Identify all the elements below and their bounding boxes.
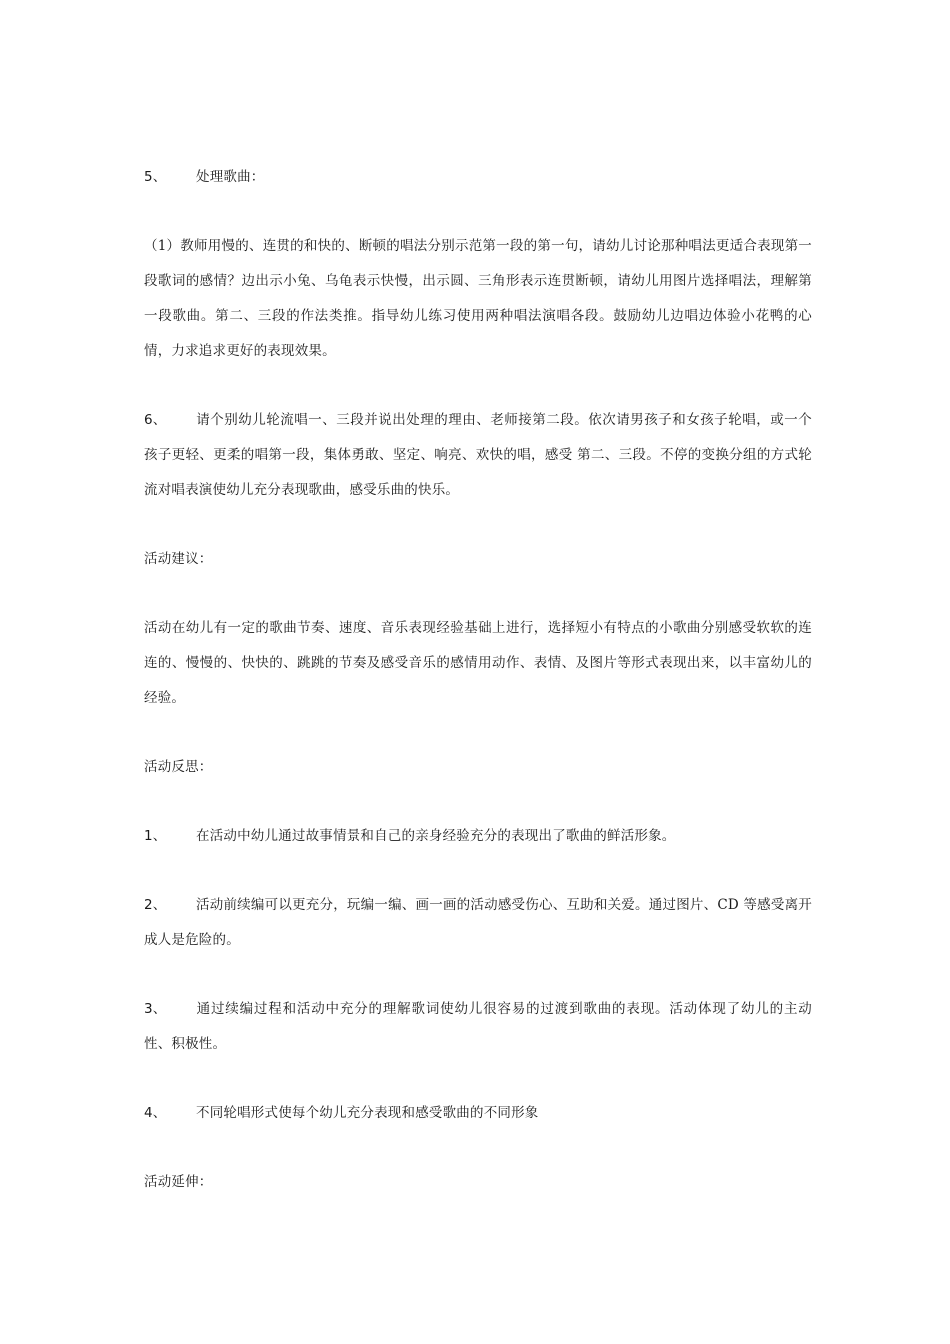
reflection-item-4-text: 不同轮唱形式使每个幼儿充分表现和感受歌曲的不同形象 bbox=[196, 1105, 539, 1121]
reflection-item-3-text: 通过续编过程和活动中充分的理解歌词使幼儿很容易的过渡到歌曲的表现。活动体现了幼儿的主动性、积极性。 bbox=[144, 1001, 812, 1052]
reflection-item-4-number: 4、 bbox=[144, 1105, 167, 1121]
reflection-item-2 bbox=[144, 888, 812, 958]
reflection-item-4 bbox=[144, 1096, 812, 1131]
item-6-number: 6、 bbox=[144, 412, 167, 428]
reflection-item-1 bbox=[144, 819, 812, 854]
item-6-text: 请个别幼儿轮流唱一、三段并说出处理的理由、老师接第二段。依次请男孩子和女孩子轮唱，或一个孩子更轻、更柔的唱第一段，集体勇敢、坚定、响亮、欢快的唱，感受 第二、三段。不停的变换分组的方式轮流对唱表演使幼儿充分表现歌曲，感受乐曲的快乐。 bbox=[144, 412, 812, 498]
item-5 bbox=[144, 160, 812, 195]
reflection-item-2-text: 活动前续编可以更充分，玩编一编、画一画的活动感受伤心、互助和关爱。通过图片、CD 等感受离开成人是危险的。 bbox=[144, 897, 812, 948]
reflection-item-3-number: 3、 bbox=[144, 1001, 167, 1017]
suggestion-heading: 活动建议： bbox=[144, 551, 213, 567]
reflection-item-3 bbox=[144, 992, 812, 1062]
reflection-item-2-number: 2、 bbox=[144, 897, 167, 913]
document-page bbox=[144, 160, 812, 1200]
suggestion-text: 活动在幼儿有一定的歌曲节奏、速度、音乐表现经验基础上进行，选择短小有特点的小歌曲分别感受软软的连连的、慢慢的、快快的、跳跳的节奏及感受音乐的感情用动作、表情、及图片等形式表现出来，以丰富幼儿的经验。 bbox=[144, 620, 812, 706]
reflection-item-1-number: 1、 bbox=[144, 828, 167, 844]
item-5-text: 处理歌曲： bbox=[196, 169, 265, 185]
reflection-item-1-text: 在活动中幼儿通过故事情景和自己的亲身经验充分的表现出了歌曲的鲜活形象。 bbox=[196, 828, 676, 844]
item-5-number: 5、 bbox=[144, 169, 167, 185]
item-6 bbox=[144, 403, 812, 508]
reflection-heading: 活动反思： bbox=[144, 759, 213, 775]
sub-item-1: （1）教师用慢的、连贯的和快的、断顿的唱法分别示范第一段的第一句，请幼儿讨论那种唱法更适合表现第一段歌词的感情？边出示小兔、乌龟表示快慢，出示圆、三角形表示连贯断顿，请幼儿用图片选择唱法，理解第一段歌曲。第二、三段的作法类推。指导幼儿练习使用两种唱法演唱各段。鼓励幼儿边唱边体验小花鸭的心情，力求追求更好的表现效果。 bbox=[144, 238, 812, 359]
extension-heading: 活动延伸： bbox=[144, 1174, 213, 1190]
